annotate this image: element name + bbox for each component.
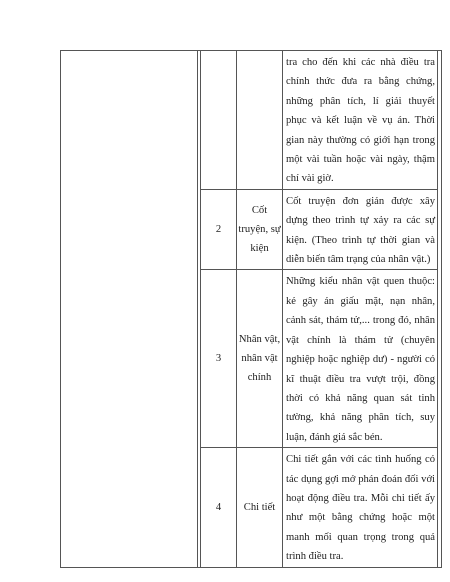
row-number xyxy=(201,51,237,190)
row-number: 3 xyxy=(201,270,237,448)
row-number: 4 xyxy=(201,448,237,567)
row-element-name xyxy=(237,51,283,190)
row-description: Những kiểu nhân vật quen thuộc: kẻ gây án giấu mặt, nạn nhân, cảnh sát, thám tử,... trong đó, nhân vật chính là thám tử (chuyên nghiệp hoặc nghiệp dư) - người có kĩ thuật điều tra vượt trội, đồng thời có khả năng quan sát tinh tường, khả năng phân tích, suy luận, đánh giá sắc bén. xyxy=(283,270,438,448)
row-element-name: Nhân vật, nhân vật chính xyxy=(237,270,283,448)
row-description: Chi tiết gắn với các tình huống có tác dụng gợi mở phán đoán đối với hoạt động điều tra. Mỗi chi tiết ấy như một bằng chứng hoặc một manh mối quan trọng trong quá trình điều tra. xyxy=(283,448,438,567)
row-description: Cốt truyện đơn giản được xây dựng theo trình tự xảy ra các sự kiện. (Theo trình tự thời gian và diễn biến tâm trạng của nhân vật.) xyxy=(283,189,438,270)
table-row xyxy=(61,51,442,190)
outer-empty-cell xyxy=(61,51,198,568)
row-description: tra cho đến khi các nhà điều tra chính thức đưa ra bằng chứng, những phân tích, lí giải thuyết phục và kết luận về vụ án. Thời gian này thường có giới hạn trong một vài tuần hoặc vài ngày, thậm chí vài giờ. xyxy=(283,51,438,190)
row-element-name: Cốt truyện, sự kiện xyxy=(237,189,283,270)
right-edge-cell xyxy=(438,51,442,568)
row-element-name: Chi tiết xyxy=(237,448,283,567)
row-number: 2 xyxy=(201,189,237,270)
detective-story-table xyxy=(60,50,442,568)
